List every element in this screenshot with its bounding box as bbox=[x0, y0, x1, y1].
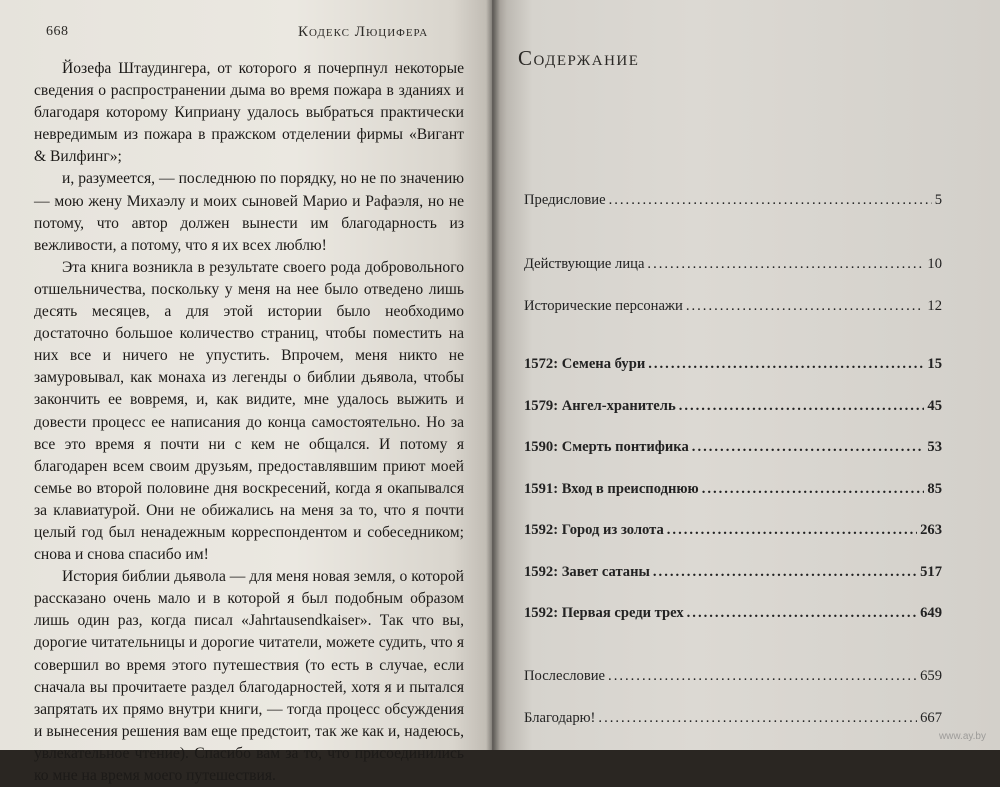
toc-leader bbox=[702, 481, 925, 498]
toc-page: 85 bbox=[927, 481, 942, 497]
toc-page: 45 bbox=[927, 398, 942, 414]
toc-label: Благодарю! bbox=[524, 710, 596, 726]
toc-leader bbox=[648, 356, 924, 373]
toc-label: 1592: Город из золота bbox=[524, 522, 664, 538]
toc-leader bbox=[686, 298, 925, 315]
running-title: Кодекс Люцифера bbox=[298, 24, 429, 40]
toc-page: 10 bbox=[927, 256, 942, 272]
toc-page: 667 bbox=[920, 710, 942, 726]
toc-leader bbox=[647, 256, 924, 273]
toc-leader bbox=[679, 398, 925, 415]
toc-page: 53 bbox=[927, 439, 942, 455]
toc-page: 12 bbox=[927, 298, 942, 314]
toc-entry bbox=[524, 192, 942, 214]
page-number: 668 bbox=[46, 24, 69, 39]
toc-leader bbox=[653, 564, 917, 581]
toc-entry bbox=[524, 298, 942, 320]
toc-page: 263 bbox=[920, 522, 942, 538]
watermark: www.ay.by bbox=[938, 731, 986, 742]
contents-heading: Содержание bbox=[518, 46, 640, 70]
toc-page: 649 bbox=[920, 605, 942, 621]
toc-label: 1592: Первая среди трех bbox=[524, 605, 684, 621]
toc-entry bbox=[524, 481, 942, 503]
toc-page: 659 bbox=[920, 668, 942, 684]
toc-label: 1579: Ангел-хранитель bbox=[524, 398, 676, 414]
toc-page: 5 bbox=[934, 192, 942, 208]
toc-leader bbox=[692, 439, 925, 456]
toc-label: 1572: Семена бури bbox=[524, 356, 646, 372]
toc-entry bbox=[524, 668, 942, 690]
toc-entry bbox=[524, 605, 942, 627]
toc-label: Послесловие bbox=[524, 668, 606, 684]
toc-label: Исторические персонажи bbox=[524, 298, 683, 314]
toc-entry bbox=[524, 439, 942, 461]
paragraph: Йозефа Штаудингера, от которого я почерпнул некоторые сведения о распространении дыма во время пожара в зданиях и благодаря которому Киприану удалось выбраться практически невредимым из пожара в пражском отделении фирмы «Вигант & Вилфинг»; bbox=[34, 60, 464, 166]
toc-page: 15 bbox=[927, 356, 942, 372]
acknowledgements-text bbox=[34, 58, 464, 787]
toc-entry bbox=[524, 564, 942, 586]
paragraph: и, разумеется, — последнюю по порядку, но не по значению — мою жену Михаэлу и моих сыновей Марио и Рафаэля, но не потому, что автор должен вынести им благодарность из вежливости, а потому, что я их всех люблю! bbox=[34, 170, 464, 254]
book-gutter bbox=[486, 0, 500, 750]
toc-label: Предисловие bbox=[524, 192, 606, 208]
toc-label: 1591: Вход в преисподнюю bbox=[524, 481, 699, 497]
toc-page: 517 bbox=[920, 564, 942, 580]
toc-entry bbox=[524, 522, 942, 544]
toc-label: 1590: Смерть понтифика bbox=[524, 439, 689, 455]
toc-leader bbox=[667, 522, 917, 539]
toc-entry bbox=[524, 256, 942, 278]
toc-entry bbox=[524, 398, 942, 420]
toc-leader bbox=[608, 668, 917, 685]
paragraph: История библии дьявола — для меня новая земля, о которой рассказано очень мало и в которой я был подобным образом лишь один раз, когда писал «Jahrtausendkaiser». Так что вы, дорогие читательницы и дорогие читатели, можете судить, что я совершил во время этого путешествия (то есть в случае, если сначала вы прочитаете раздел благодарностей, хотя я и пытался запрятать их прямо внутри книги, — тогда процесс обсуждения и вынесения решения вам еще предстоит, так же как и, надеюсь, увлекательное чтение). Спасибо вам за то, что присоединились ко мне на время моего путешествия. bbox=[34, 568, 464, 784]
toc-leader bbox=[687, 605, 917, 622]
toc-leader bbox=[598, 710, 917, 727]
toc-label: Действующие лица bbox=[524, 256, 645, 272]
left-page bbox=[0, 0, 492, 784]
toc-entry bbox=[524, 356, 942, 378]
paragraph: Эта книга возникла в результате своего рода добровольного отшельничества, поскольку у меня на нее было отведено лишь десять месяцев, а для этой истории было необходимо достаточно большое количество страниц, чтобы поместить на них все и ничего не упустить. Впрочем, меня никто не замуровывал, как монаха из легенды о библии дьявола, чтобы закончить ее вовремя, и, как видите, мне удалось выжить и довести процесс ее написания до конца самостоятельно. Но за все это время я почти ни с кем не общался. И потому я благодарен всем своим друзьям, предоставлявшим приют моей семье во второй половине дня воскресений, когда я окапывался за клавиатурой. Они не обижались на меня за то, что я почти целый год был ненадежным корреспондентом и собеседником; снова и снова спасибо им! bbox=[34, 258, 464, 564]
toc-entry bbox=[524, 710, 942, 732]
toc-leader bbox=[609, 192, 932, 209]
toc-label: 1592: Завет сатаны bbox=[524, 564, 650, 580]
